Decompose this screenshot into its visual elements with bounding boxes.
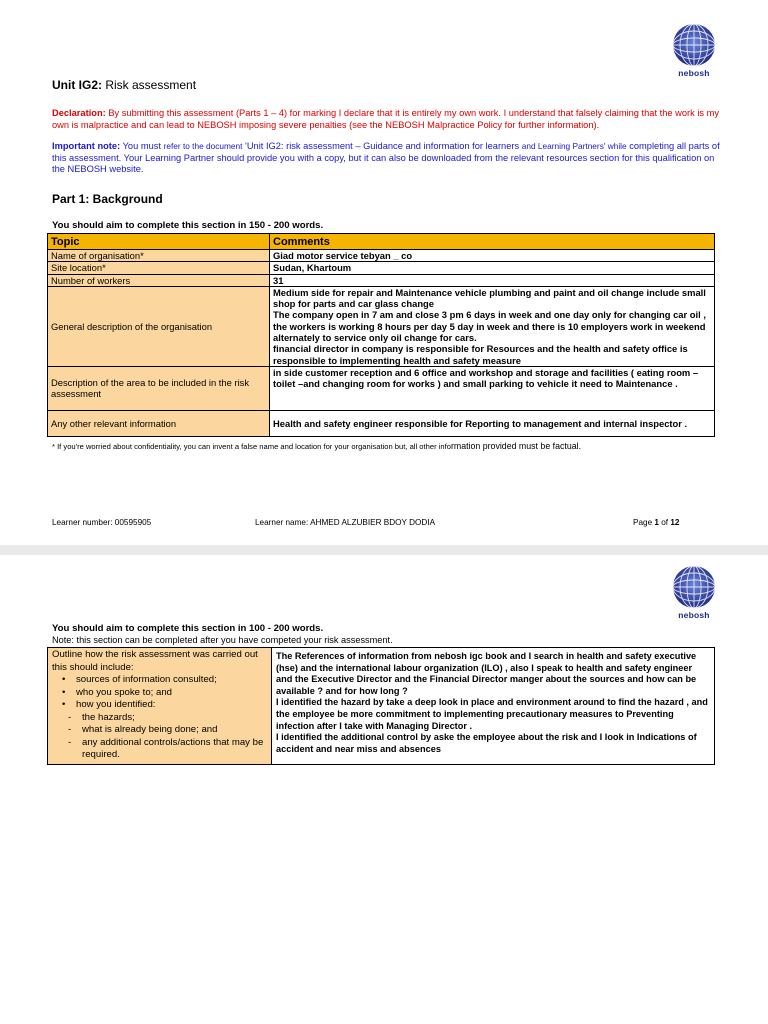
note-text-small-1: refer to the document: [163, 141, 243, 151]
title-bold: Unit IG2:: [52, 78, 102, 92]
table-row: [48, 648, 715, 765]
list-item: [68, 724, 267, 737]
page-title: [52, 78, 196, 92]
list-item: [62, 699, 267, 712]
topic-cell: Number of workers: [48, 274, 270, 286]
learner-name: Learner name: AHMED ALZUBIER BDOY DODIA: [255, 518, 436, 527]
list-item-text: the hazards;: [82, 711, 135, 723]
dash-icon: -: [68, 724, 72, 735]
bullet-icon: •: [62, 686, 66, 698]
bullet-list: [52, 674, 267, 712]
note-text-3: completing all parts of this assessment. Your Learning Partner should provide you with a copy, but it can also be downloaded from the relevant resources section for this qualification on the NEBOSH website.: [52, 141, 720, 174]
list-item: [62, 674, 267, 687]
note-text-2: 'Unit IG2: risk assessment – Guidance and information for learners: [242, 141, 522, 151]
header-comments: Comments: [270, 234, 715, 250]
note-text-1: You must: [120, 141, 164, 151]
page-number: [633, 518, 679, 527]
comment-cell: Health and safety engineer responsible for Reporting to management and internal inspector .: [270, 410, 715, 436]
topic-cell: Site location*: [48, 262, 270, 274]
instructions-intro: Outline how the risk assessment was carried out this should include:: [52, 649, 258, 673]
nebosh-logo: [664, 22, 724, 84]
list-item-text: any additional controls/actions that may be required.: [82, 736, 264, 760]
list-item-text: who you spoke to; and: [76, 686, 173, 698]
nebosh-logo: [664, 564, 724, 626]
header-topic: Topic: [48, 234, 270, 250]
footnote-part-1: * If you're worried about confidentiality, you can invent a false name and location for your organisation but, all other info: [52, 442, 451, 451]
title-rest: Risk assessment: [102, 78, 197, 92]
declaration-label: Declaration:: [52, 108, 106, 118]
topic-cell: General description of the organisation: [48, 286, 270, 366]
declaration-text: By submitting this assessment (Parts 1 – 4) for marking I declare that it is entirely my own work. I understand that falsely claiming that the work is my own is malpractice and can lead to NEBOSH imposing severe penalties (see the NEBOSH Malpractice Policy for further information).: [52, 108, 720, 130]
topic-cell: Any other relevant information: [48, 410, 270, 436]
dash-icon: -: [68, 736, 72, 748]
list-item-text: how you identified:: [76, 699, 156, 710]
method-table: [47, 647, 715, 765]
table-row: [48, 286, 715, 366]
topic-cell: Name of organisation*: [48, 250, 270, 262]
comment-cell: Medium side for repair and Maintenance vehicle plumbing and paint and oil change include small shop for parts and car glass change The company open in 7 am and close 3 pm 6 days in week and one day only for changing car oil , the workers is working 8 hours per day 5 day in week and there is 10 employers work in weekend alternately to service only oil change for cars. financial director in company is responsible for Resources and the health and safety office is responsible to implementing health and safety measure: [270, 286, 715, 366]
table-header-row: [48, 234, 715, 250]
table-row: [48, 410, 715, 436]
section-heading: Part 1: Background: [52, 192, 163, 206]
table-row: [48, 274, 715, 286]
page-current: 1: [654, 518, 659, 527]
footnote-part-2: rmation provided must be factual.: [450, 441, 582, 451]
list-item-text: what is already being done; and: [82, 724, 218, 735]
table-row: [48, 262, 715, 274]
page-prefix: Page: [633, 518, 655, 527]
logo-text: nebosh: [678, 68, 710, 78]
important-note: [52, 141, 724, 176]
comment-cell: Giad motor service tebyan _ co: [270, 250, 715, 262]
table-row: [48, 366, 715, 410]
list-item: [68, 736, 267, 762]
list-item: [62, 686, 267, 700]
background-table: [47, 233, 715, 437]
page-separator: [0, 545, 768, 555]
note-text-small-2: and Learning Partners' while: [521, 141, 627, 151]
word-count-guidance: You should aim to complete this section in 150 - 200 words.: [52, 220, 324, 231]
note-label: Important note:: [52, 141, 121, 151]
globe-icon: [664, 564, 724, 610]
logo-text: nebosh: [678, 610, 710, 620]
globe-icon: [664, 22, 724, 68]
section-note: Note: this section can be completed after you have competed your risk assessment.: [52, 635, 393, 645]
dash-list: [52, 712, 267, 762]
instructions-cell: [48, 648, 272, 765]
confidentiality-footnote: [52, 441, 722, 452]
learner-number: Learner number: 00595905: [52, 518, 152, 527]
list-item: [68, 711, 267, 725]
comment-cell: 31: [270, 274, 715, 286]
word-count-guidance-2: You should aim to complete this section in 100 - 200 words.: [52, 623, 324, 634]
comment-cell: Sudan, Khartoum: [270, 262, 715, 274]
dash-icon: -: [68, 711, 72, 723]
bullet-icon: •: [62, 699, 66, 710]
page-of: of: [658, 518, 671, 527]
topic-cell: Description of the area to be included in the risk assessment: [48, 366, 270, 410]
bullet-icon: •: [62, 674, 66, 685]
list-item-text: sources of information consulted;: [76, 674, 217, 685]
answer-cell: The References of information from nebosh igc book and I search in health and safety executive (hse) and the international labour organization (ILO) , also I speak to health and safety engineer and the Executive Director and the Financial Director manger about the sources and how can be available ? and for how long ? I identified the hazard by take a deep look in place and environment around to find the hazard , and the employee be more commitment to implementing precautionary measures to Preventing infection after I take with Managing Director . I identified the additional control by aske the employee about the risk and I look in Indications of accident and near miss and absences: [272, 648, 715, 765]
declaration: [52, 107, 724, 131]
page-total: 12: [670, 518, 680, 527]
comment-cell: in side customer reception and 6 office and workshop and storage and facilities ( eating room – toilet –and changing room for works ) and small parking to vehicle it need to Maintenance .: [270, 366, 715, 410]
table-row: [48, 250, 715, 262]
